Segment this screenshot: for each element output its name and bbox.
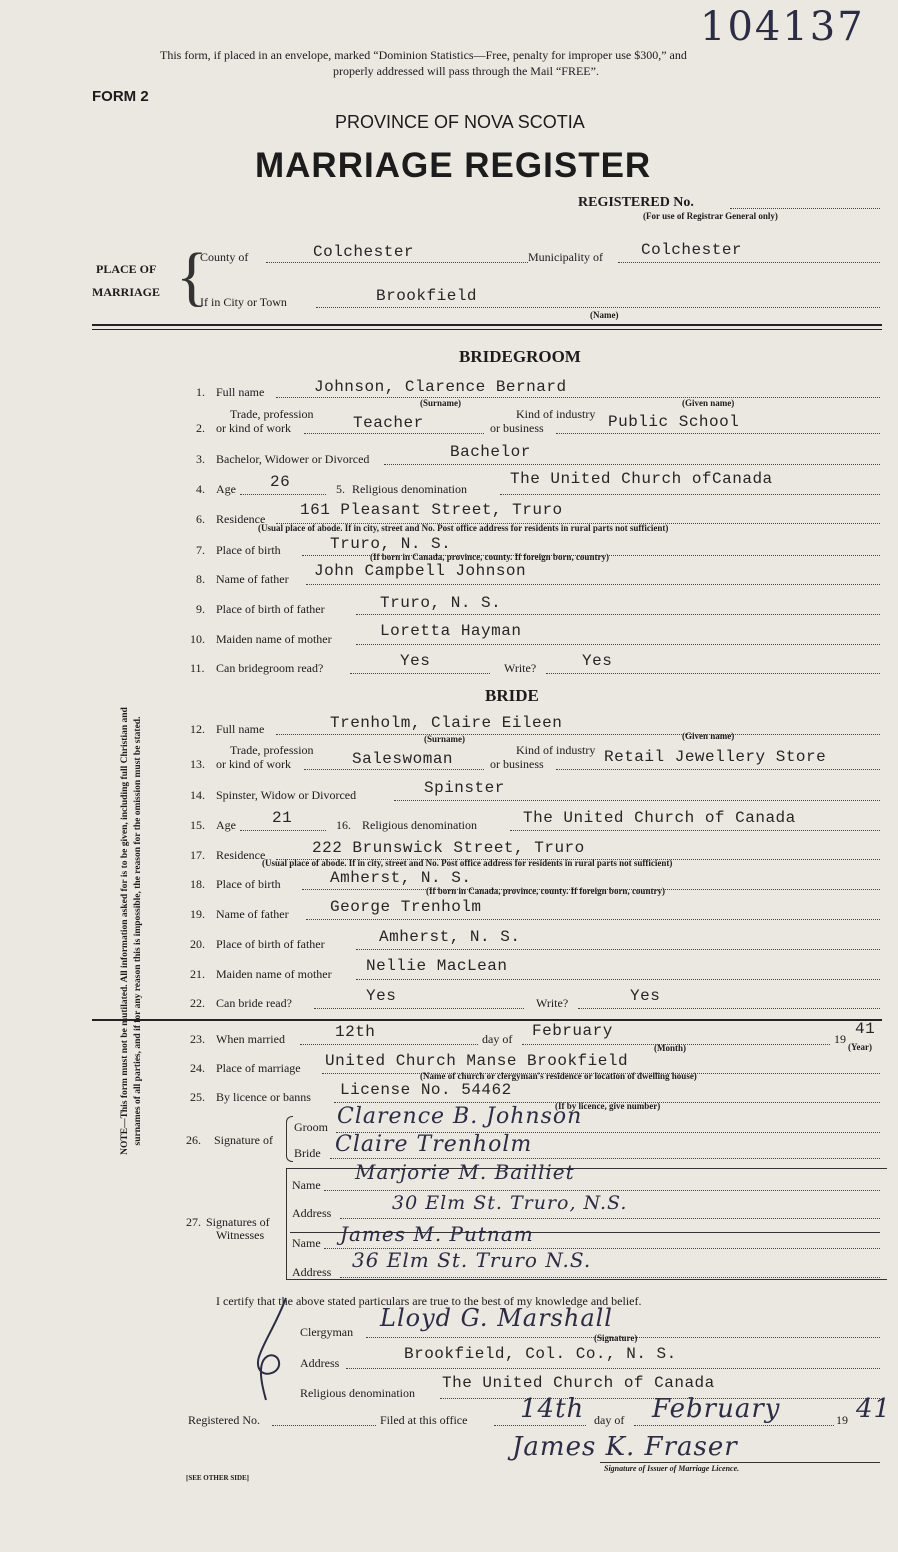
filing-registered-label: Registered No. bbox=[188, 1413, 260, 1427]
groom-residence-label: Residence bbox=[216, 512, 266, 526]
clergyman-label: Clergyman bbox=[300, 1325, 354, 1339]
row-number: 2. bbox=[196, 421, 205, 435]
flourish-mark bbox=[248, 1294, 298, 1404]
county-label: County of bbox=[200, 250, 249, 264]
row-number: 3. bbox=[196, 452, 205, 466]
brace-icon: { bbox=[176, 240, 208, 313]
marriage-year-value: 41 bbox=[855, 1020, 876, 1038]
issuer-signature: James K. Fraser bbox=[512, 1432, 738, 1462]
filed-label: Filed at this office bbox=[380, 1413, 468, 1427]
surname-note: (Surname) bbox=[424, 734, 465, 744]
groom-religion-value: The United Church ofCanada bbox=[510, 470, 773, 488]
bride-father-birth-value: Amherst, N. S. bbox=[379, 928, 521, 946]
birth-note: (If born in Canada, province, county. If foreign born, country) bbox=[426, 886, 665, 896]
reference-number: 104137 bbox=[700, 4, 865, 50]
row-number: 6. bbox=[196, 512, 205, 526]
groom-birth-value: Truro, N. S. bbox=[330, 535, 452, 553]
row-number: 12. bbox=[190, 722, 205, 736]
year-note: (Year) bbox=[848, 1042, 872, 1052]
see-other-side: [SEE OTHER SIDE] bbox=[186, 1474, 250, 1482]
groom-signature: Clarence B. Johnson bbox=[337, 1104, 583, 1129]
filed-day-of-label: day of bbox=[594, 1413, 625, 1427]
place-of-marriage-label: Place of marriage bbox=[216, 1061, 301, 1075]
birth-note: (If born in Canada, province, county. If foreign born, country) bbox=[370, 552, 609, 562]
groom-mother-value: Loretta Hayman bbox=[380, 622, 522, 640]
row-number: 20. bbox=[190, 937, 205, 951]
row-number: 1. bbox=[196, 385, 205, 399]
witness2-name: James M. Putnam bbox=[340, 1222, 534, 1246]
bride-father-label: Name of father bbox=[216, 907, 289, 921]
groom-age-value: 26 bbox=[270, 473, 291, 491]
row-number: 16. bbox=[336, 818, 351, 832]
bride-status-label: Spinster, Widow or Divorced bbox=[216, 788, 357, 802]
issuer-line bbox=[600, 1462, 880, 1463]
bride-read-value: Yes bbox=[366, 987, 397, 1005]
witness2-name-label: Name bbox=[292, 1236, 321, 1250]
row-number: 8. bbox=[196, 572, 205, 586]
filed-year-prefix: 19 bbox=[836, 1413, 848, 1427]
groom-trade-value: Teacher bbox=[353, 414, 424, 432]
groom-trade-label-1: Trade, profession bbox=[230, 407, 314, 421]
clergyman-signature: Lloyd G. Marshall bbox=[380, 1304, 613, 1332]
row-number: 22. bbox=[190, 996, 205, 1010]
bride-status-value: Spinster bbox=[424, 779, 505, 797]
row-number: 23. bbox=[190, 1032, 205, 1046]
groom-birth-label: Place of birth bbox=[216, 543, 281, 557]
licence-label: By licence or banns bbox=[216, 1090, 311, 1104]
groom-father-label: Name of father bbox=[216, 572, 289, 586]
city-value: Brookfield bbox=[376, 287, 478, 305]
bride-industry-label-1: Kind of industry bbox=[516, 743, 596, 757]
clergy-religion-label: Religious denomination bbox=[300, 1386, 415, 1400]
groom-status-value: Bachelor bbox=[450, 443, 531, 461]
clergy-address-value: Brookfield, Col. Co., N. S. bbox=[404, 1345, 677, 1363]
row-number: 5. bbox=[336, 482, 345, 496]
row-number: 21. bbox=[190, 967, 205, 981]
groom-industry-value: Public School bbox=[608, 413, 740, 431]
clergy-address-label: Address bbox=[300, 1356, 340, 1370]
given-name-note: (Given name) bbox=[682, 731, 735, 741]
bride-fullname-label: Full name bbox=[216, 722, 265, 736]
municipality-label: Municipality of bbox=[528, 250, 603, 264]
signature-of-label: Signature of bbox=[214, 1133, 273, 1147]
row-number: 25. bbox=[190, 1090, 205, 1104]
given-name-note: (Given name) bbox=[682, 398, 735, 408]
postal-notice-line1: This form, if placed in an envelope, marked “Dominion Statistics—Free, penalty for improper use $300,” and bbox=[160, 48, 687, 62]
side-note: NOTE—This form must not be mutilated. All information asked for is to be given, including full Christian and surnames of all parties, and if for any reason this is impossible, the reason for the omission must be stated. bbox=[120, 707, 143, 1155]
groom-read-value: Yes bbox=[400, 652, 431, 670]
bride-religion-label: Religious denomination bbox=[362, 818, 477, 832]
row-number: 27. bbox=[186, 1215, 201, 1229]
witness1-name: Marjorie M. Bailliet bbox=[355, 1160, 575, 1184]
name-note: (Name) bbox=[590, 310, 619, 320]
registered-no-label: REGISTERED No. bbox=[578, 195, 694, 210]
groom-mother-label: Maiden name of mother bbox=[216, 632, 332, 646]
signature-note: (Signature) bbox=[594, 1333, 638, 1343]
witness2-address: 36 Elm St. Truro N.S. bbox=[352, 1248, 592, 1272]
residence-note: (Usual place of abode. If in city, street and No. Post office address for residents in rural parts not sufficient) bbox=[262, 858, 673, 868]
month-note: (Month) bbox=[654, 1043, 686, 1053]
bride-mother-value: Nellie MacLean bbox=[366, 957, 508, 975]
bride-religion-value: The United Church of Canada bbox=[523, 809, 796, 827]
bride-residence-label: Residence bbox=[216, 848, 266, 862]
clergy-religion-value: The United Church of Canada bbox=[442, 1374, 715, 1392]
groom-write-value: Yes bbox=[582, 652, 613, 670]
row-number: 4. bbox=[196, 482, 205, 496]
place-of-marriage-value: United Church Manse Brookfield bbox=[325, 1052, 629, 1070]
bride-write-label: Write? bbox=[536, 996, 569, 1010]
certification-statement: I certify that the above stated particulars are true to the best of my knowledge and belief. bbox=[216, 1294, 642, 1308]
row-number: 10. bbox=[190, 632, 205, 646]
place-label-2: MARRIAGE bbox=[92, 285, 160, 299]
witnesses-label-1: Signatures of bbox=[206, 1215, 270, 1229]
residence-note: (Usual place of abode. If in city, street and No. Post office address for residents in rural parts not sufficient) bbox=[258, 523, 669, 533]
witness1-name-label: Name bbox=[292, 1178, 321, 1192]
bride-heading: BRIDE bbox=[485, 686, 539, 705]
page-title: MARRIAGE REGISTER bbox=[255, 146, 652, 185]
groom-sig-label: Groom bbox=[294, 1120, 328, 1134]
groom-father-birth-label: Place of birth of father bbox=[216, 602, 325, 616]
row-number: 13. bbox=[190, 757, 205, 771]
bride-signature: Claire Trenholm bbox=[335, 1132, 533, 1157]
bride-age-value: 21 bbox=[272, 809, 293, 827]
bride-fullname-value: Trenholm, Claire Eileen bbox=[330, 714, 563, 732]
postal-notice-line2: properly addressed will pass through the Mail “FREE”. bbox=[333, 64, 599, 78]
groom-fullname-value: Johnson, Clarence Bernard bbox=[314, 378, 567, 396]
bride-birth-label: Place of birth bbox=[216, 877, 281, 891]
bride-trade-label-2: or kind of work bbox=[216, 757, 291, 771]
filed-year: 41 bbox=[856, 1394, 892, 1424]
place-label-1: PLACE OF bbox=[96, 262, 157, 276]
groom-status-label: Bachelor, Widower or Divorced bbox=[216, 452, 370, 466]
row-number: 15. bbox=[190, 818, 205, 832]
day-of-label: day of bbox=[482, 1032, 513, 1046]
groom-trade-label-2: or kind of work bbox=[216, 421, 291, 435]
witness2-address-label: Address bbox=[292, 1265, 332, 1279]
groom-residence-value: 161 Pleasant Street, Truro bbox=[300, 501, 563, 519]
licence-value: License No. 54462 bbox=[340, 1081, 512, 1099]
form-label: FORM 2 bbox=[92, 88, 149, 105]
bride-mother-label: Maiden name of mother bbox=[216, 967, 332, 981]
bride-sig-label: Bride bbox=[294, 1146, 321, 1160]
row-number: 26. bbox=[186, 1133, 201, 1147]
groom-religion-label: Religious denomination bbox=[352, 482, 467, 496]
filed-month: February bbox=[652, 1394, 781, 1424]
groom-father-birth-value: Truro, N. S. bbox=[380, 594, 502, 612]
groom-father-value: John Campbell Johnson bbox=[314, 562, 527, 580]
bride-father-value: George Trenholm bbox=[330, 898, 482, 916]
row-number: 14. bbox=[190, 788, 205, 802]
municipality-value: Colchester bbox=[641, 241, 743, 259]
city-label: If in City or Town bbox=[200, 295, 287, 309]
when-married-label: When married bbox=[216, 1032, 285, 1046]
row-number: 9. bbox=[196, 602, 205, 616]
issuer-note: Signature of Issuer of Marriage Licence. bbox=[604, 1464, 740, 1473]
groom-write-label: Write? bbox=[504, 661, 537, 675]
witness1-address: 30 Elm St. Truro, N.S. bbox=[392, 1192, 628, 1214]
county-value: Colchester bbox=[313, 243, 415, 261]
bride-trade-label-1: Trade, profession bbox=[230, 743, 314, 757]
licence-note: (If by licence, give number) bbox=[555, 1101, 661, 1111]
bride-industry-value: Retail Jewellery Store bbox=[604, 748, 827, 766]
place-note: (Name of church or clergyman's residence or location of dwelling house) bbox=[420, 1071, 697, 1081]
witnesses-label-2: Witnesses bbox=[216, 1228, 265, 1242]
row-number: 11. bbox=[190, 661, 205, 675]
marriage-day-value: 12th bbox=[335, 1023, 376, 1041]
groom-fullname-label: Full name bbox=[216, 385, 265, 399]
row-number: 18. bbox=[190, 877, 205, 891]
surname-note: (Surname) bbox=[420, 398, 461, 408]
bride-residence-value: 222 Brunswick Street, Truro bbox=[312, 839, 585, 857]
filed-day: 14th bbox=[520, 1394, 585, 1424]
bride-age-label: Age bbox=[216, 818, 236, 832]
groom-age-label: Age bbox=[216, 482, 236, 496]
bride-trade-value: Saleswoman bbox=[352, 750, 454, 768]
province-heading: PROVINCE OF NOVA SCOTIA bbox=[335, 112, 585, 132]
row-number: 19. bbox=[190, 907, 205, 921]
row-number: 24. bbox=[190, 1061, 205, 1075]
bride-write-value: Yes bbox=[630, 987, 661, 1005]
groom-industry-label-2: or business bbox=[490, 421, 544, 435]
registrar-note: (For use of Registrar General only) bbox=[643, 211, 778, 221]
bride-birth-value: Amherst, N. S. bbox=[330, 869, 472, 887]
year-prefix: 19 bbox=[834, 1032, 846, 1046]
row-number: 7. bbox=[196, 543, 205, 557]
signature-bracket bbox=[286, 1116, 293, 1162]
row-number: 17. bbox=[190, 848, 205, 862]
marriage-month-value: February bbox=[532, 1022, 613, 1040]
bride-industry-label-2: or business bbox=[490, 757, 544, 771]
bride-father-birth-label: Place of birth of father bbox=[216, 937, 325, 951]
witness1-address-label: Address bbox=[292, 1206, 332, 1220]
bridegroom-heading: BRIDEGROOM bbox=[459, 347, 581, 366]
bride-read-label: Can bride read? bbox=[216, 996, 292, 1010]
groom-read-label: Can bridegroom read? bbox=[216, 661, 324, 675]
groom-industry-label-1: Kind of industry bbox=[516, 407, 596, 421]
